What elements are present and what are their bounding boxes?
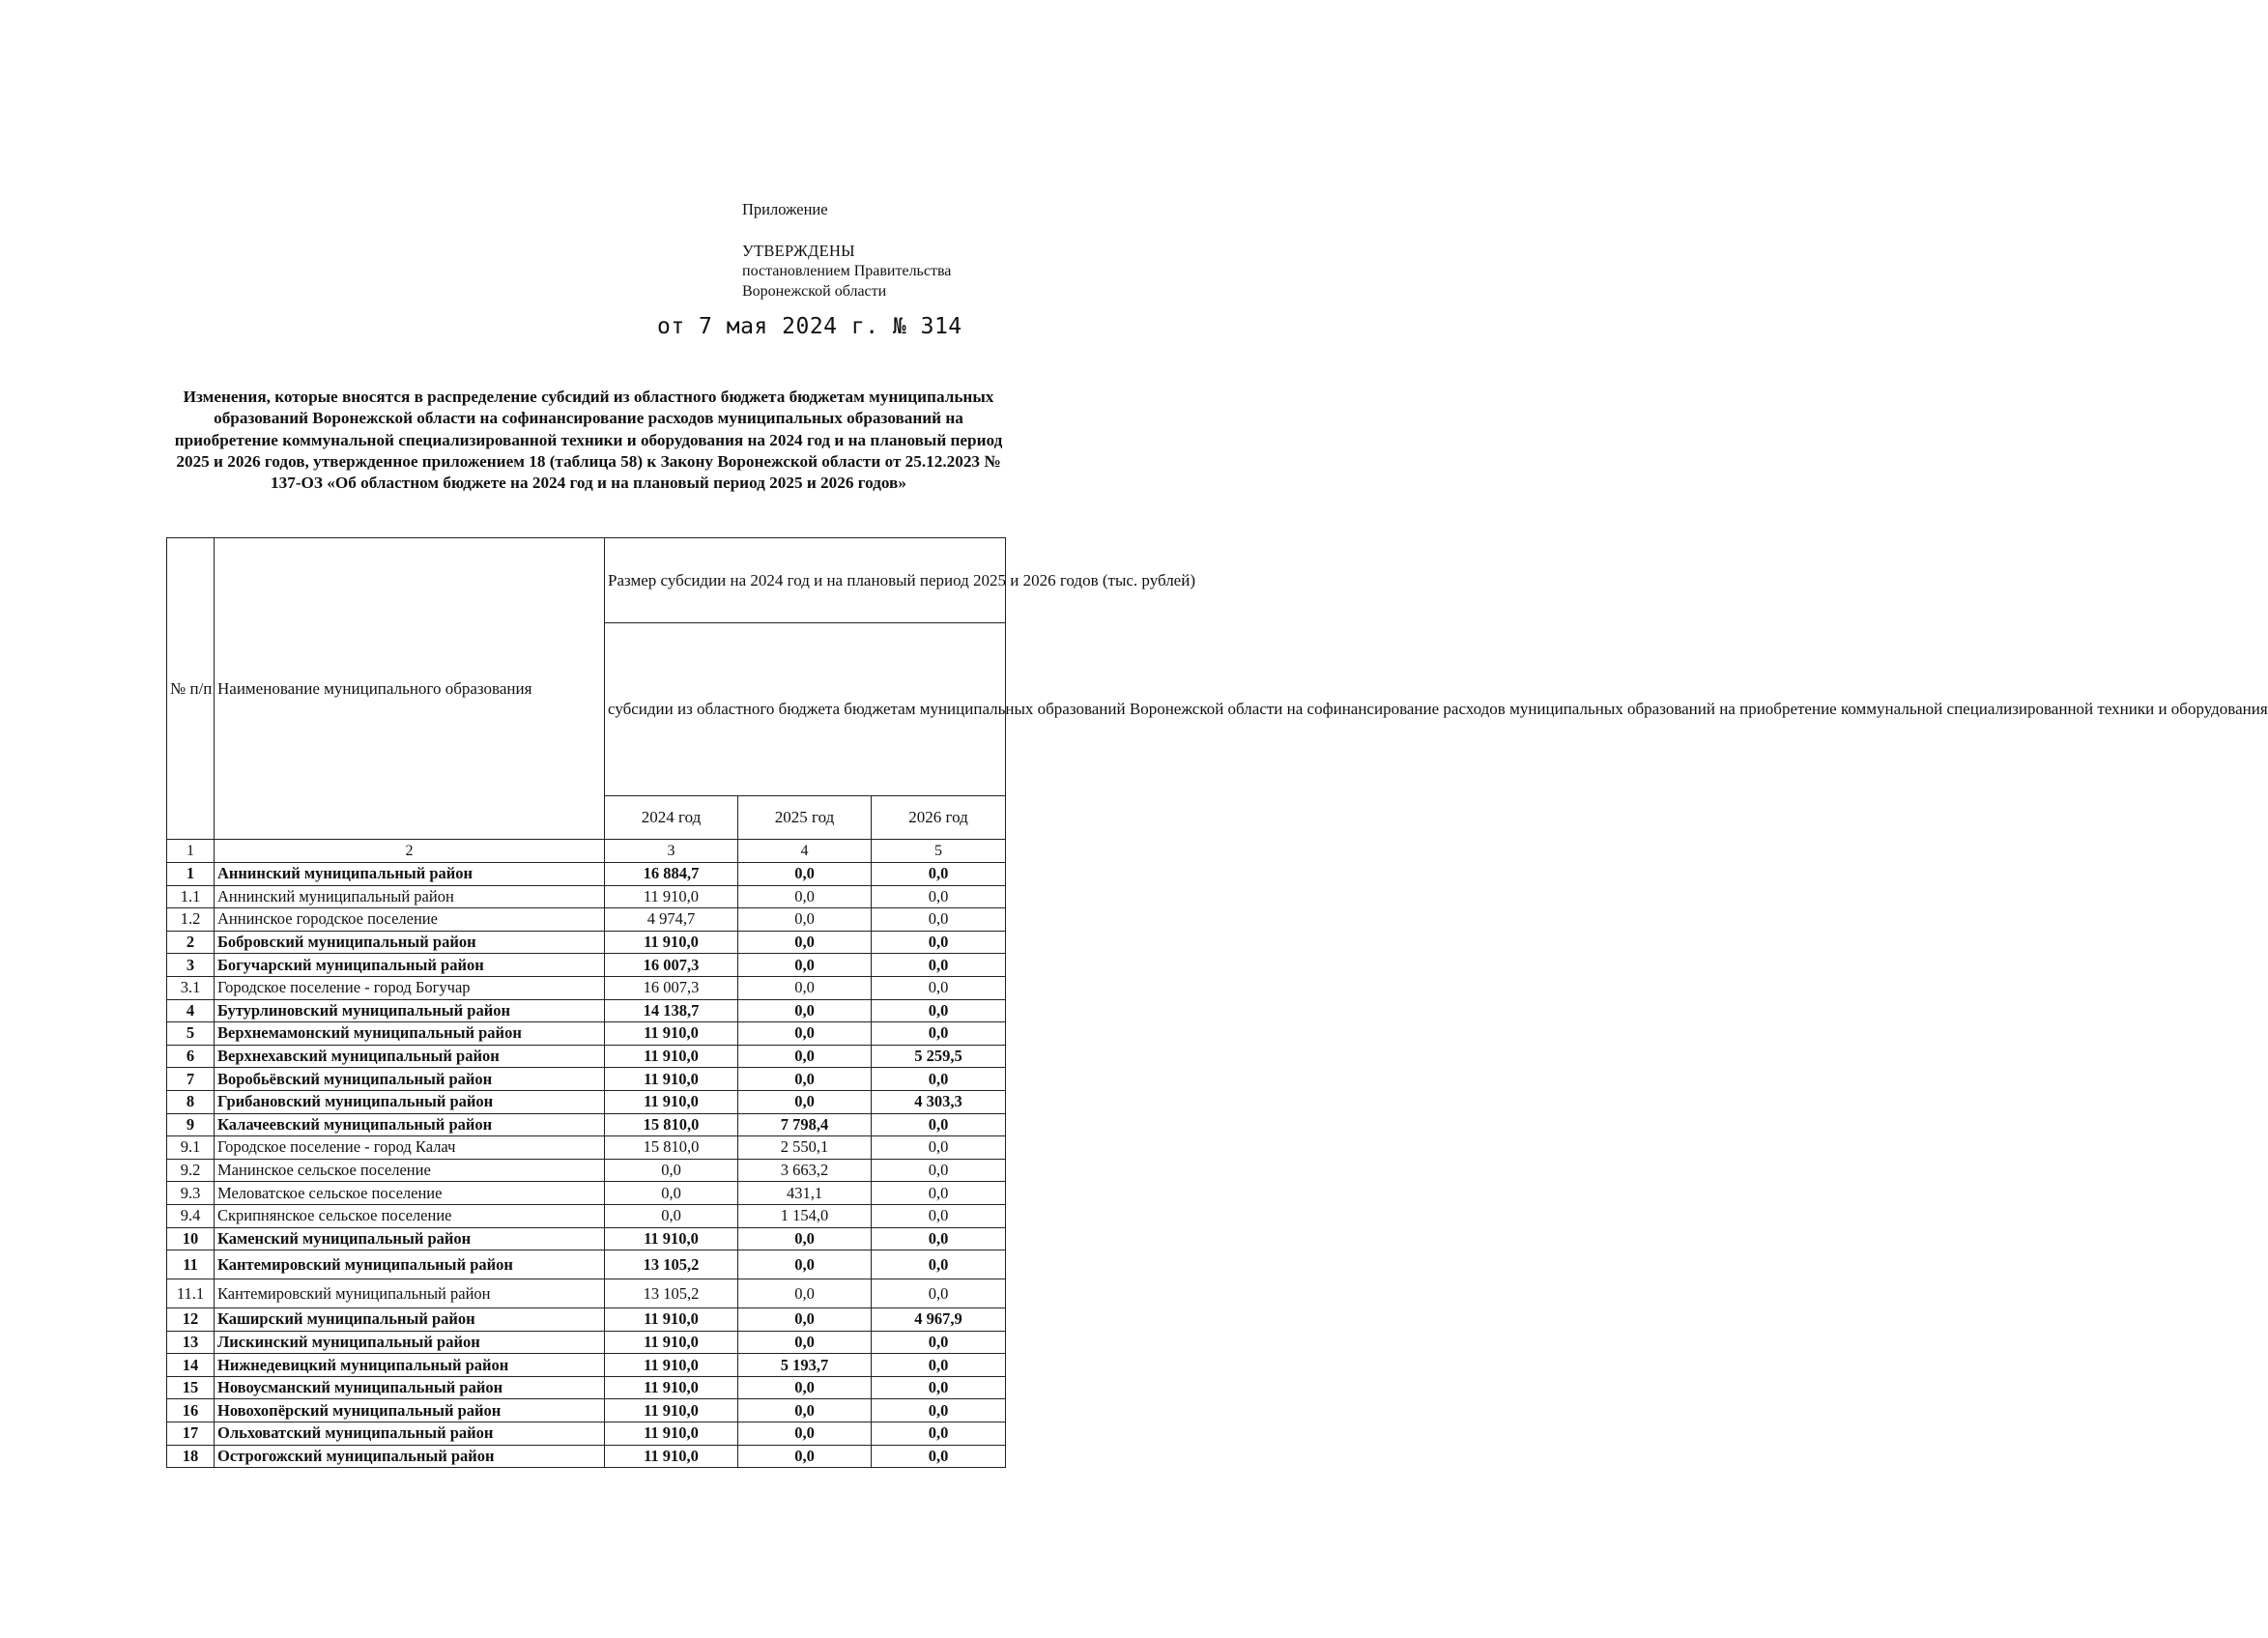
table-row bbox=[167, 908, 1006, 932]
value-2024: 11 910,0 bbox=[605, 1354, 738, 1377]
municipality-name: Меловатское сельское поселение bbox=[215, 1182, 605, 1205]
row-number: 3 bbox=[167, 954, 215, 977]
row-number: 8 bbox=[167, 1090, 215, 1113]
municipality-name: Верхнемамонский муниципальный район bbox=[215, 1022, 605, 1046]
value-2026: 0,0 bbox=[872, 1022, 1006, 1046]
value-2024: 0,0 bbox=[605, 1159, 738, 1182]
value-2026: 0,0 bbox=[872, 1159, 1006, 1182]
table-row bbox=[167, 1308, 1006, 1332]
value-2026: 0,0 bbox=[872, 1113, 1006, 1136]
row-number: 11 bbox=[167, 1250, 215, 1279]
value-2024: 15 810,0 bbox=[605, 1113, 738, 1136]
value-2026: 4 303,3 bbox=[872, 1090, 1006, 1113]
value-2024: 11 910,0 bbox=[605, 1376, 738, 1399]
value-2025: 2 550,1 bbox=[738, 1136, 872, 1160]
municipality-name: Скрипнянское сельское поселение bbox=[215, 1204, 605, 1227]
table-row bbox=[167, 885, 1006, 908]
value-2025: 0,0 bbox=[738, 1227, 872, 1250]
value-2025: 0,0 bbox=[738, 1376, 872, 1399]
value-2025: 0,0 bbox=[738, 1445, 872, 1468]
table-row bbox=[167, 976, 1006, 999]
value-2026: 0,0 bbox=[872, 1354, 1006, 1377]
table-row bbox=[167, 1159, 1006, 1182]
value-2025: 0,0 bbox=[738, 1279, 872, 1308]
table-row bbox=[167, 1182, 1006, 1205]
value-2025: 0,0 bbox=[738, 1045, 872, 1068]
municipality-name: Каширский муниципальный район bbox=[215, 1308, 605, 1332]
table-row bbox=[167, 1354, 1006, 1377]
column-number: 2 bbox=[215, 840, 605, 863]
approved-label: УТВЕРЖДЕНЫ bbox=[742, 242, 855, 260]
subsidy-table bbox=[166, 537, 2268, 1468]
municipality-name: Ольховатский муниципальный район bbox=[215, 1422, 605, 1446]
value-2025: 0,0 bbox=[738, 1068, 872, 1091]
value-2026: 0,0 bbox=[872, 1422, 1006, 1446]
municipality-name: Городское поселение - город Калач bbox=[215, 1136, 605, 1160]
municipality-name: Аннинское городское поселение bbox=[215, 908, 605, 932]
value-2025: 0,0 bbox=[738, 885, 872, 908]
header-year-2025: 2025 год bbox=[738, 796, 872, 840]
table-row bbox=[167, 1113, 1006, 1136]
row-number: 6 bbox=[167, 1045, 215, 1068]
value-2025: 7 798,4 bbox=[738, 1113, 872, 1136]
approved-by-line-2: Воронежской области bbox=[742, 283, 887, 300]
value-2024: 11 910,0 bbox=[605, 1090, 738, 1113]
value-2026: 0,0 bbox=[872, 1376, 1006, 1399]
table-row bbox=[167, 1022, 1006, 1046]
row-number: 4 bbox=[167, 999, 215, 1022]
table-row bbox=[167, 1279, 1006, 1308]
table-row bbox=[167, 1422, 1006, 1446]
value-2025: 0,0 bbox=[738, 1308, 872, 1332]
value-2026: 0,0 bbox=[872, 1227, 1006, 1250]
value-2025: 0,0 bbox=[738, 863, 872, 886]
row-number: 5 bbox=[167, 1022, 215, 1046]
value-2025: 0,0 bbox=[738, 1022, 872, 1046]
value-2026: 0,0 bbox=[872, 1182, 1006, 1205]
row-number: 12 bbox=[167, 1308, 215, 1332]
value-2025: 0,0 bbox=[738, 908, 872, 932]
value-2026: 0,0 bbox=[872, 1136, 1006, 1160]
row-number: 9.4 bbox=[167, 1204, 215, 1227]
row-number: 11.1 bbox=[167, 1279, 215, 1308]
row-number: 9.3 bbox=[167, 1182, 215, 1205]
row-number: 1 bbox=[167, 863, 215, 886]
value-2024: 0,0 bbox=[605, 1182, 738, 1205]
municipality-name: Лискинский муниципальный район bbox=[215, 1331, 605, 1354]
row-number: 2 bbox=[167, 931, 215, 954]
municipality-name: Новохопёрский муниципальный район bbox=[215, 1399, 605, 1422]
municipality-name: Кантемировский муниципальный район bbox=[215, 1279, 605, 1308]
municipality-name: Манинское сельское поселение bbox=[215, 1159, 605, 1182]
value-2026: 0,0 bbox=[872, 908, 1006, 932]
municipality-name: Городское поселение - город Богучар bbox=[215, 976, 605, 999]
table-row bbox=[167, 954, 1006, 977]
header-year-2024: 2024 год bbox=[605, 796, 738, 840]
value-2025: 0,0 bbox=[738, 999, 872, 1022]
value-2026: 0,0 bbox=[872, 976, 1006, 999]
appendix-label: Приложение bbox=[742, 200, 828, 218]
value-2026: 0,0 bbox=[872, 863, 1006, 886]
row-number: 9.1 bbox=[167, 1136, 215, 1160]
municipality-name: Новоусманский муниципальный район bbox=[215, 1376, 605, 1399]
header-num: № п/п bbox=[167, 538, 215, 840]
table-row bbox=[167, 1045, 1006, 1068]
value-2026: 0,0 bbox=[872, 1399, 1006, 1422]
approval-block bbox=[657, 199, 1032, 339]
document-reference: от 7 мая 2024 г. № 314 bbox=[657, 314, 962, 339]
municipality-name: Богучарский муниципальный район bbox=[215, 954, 605, 977]
header-size: Размер субсидии на 2024 год и на плановый период 2025 и 2026 годов (тыс. рублей) bbox=[605, 538, 1006, 623]
value-2024: 16 007,3 bbox=[605, 954, 738, 977]
value-2025: 0,0 bbox=[738, 1399, 872, 1422]
column-number: 5 bbox=[872, 840, 1006, 863]
value-2026: 0,0 bbox=[872, 1068, 1006, 1091]
municipality-name: Бобровский муниципальный район bbox=[215, 931, 605, 954]
table-row bbox=[167, 1445, 1006, 1468]
municipality-name: Верхнехавский муниципальный район bbox=[215, 1045, 605, 1068]
value-2026: 0,0 bbox=[872, 1279, 1006, 1308]
municipality-name: Каменский муниципальный район bbox=[215, 1227, 605, 1250]
value-2026: 0,0 bbox=[872, 1331, 1006, 1354]
value-2024: 16 884,7 bbox=[605, 863, 738, 886]
value-2024: 4 974,7 bbox=[605, 908, 738, 932]
value-2024: 11 910,0 bbox=[605, 931, 738, 954]
approved-by-line-1: постановлением Правительства bbox=[742, 263, 952, 279]
value-2024: 16 007,3 bbox=[605, 976, 738, 999]
municipality-name: Бутурлиновский муниципальный район bbox=[215, 999, 605, 1022]
value-2024: 14 138,7 bbox=[605, 999, 738, 1022]
municipality-name: Грибановский муниципальный район bbox=[215, 1090, 605, 1113]
value-2024: 11 910,0 bbox=[605, 1331, 738, 1354]
value-2024: 11 910,0 bbox=[605, 1068, 738, 1091]
table-row bbox=[167, 1331, 1006, 1354]
value-2026: 5 259,5 bbox=[872, 1045, 1006, 1068]
row-number: 1.1 bbox=[167, 885, 215, 908]
header-year-2026: 2026 год bbox=[872, 796, 1006, 840]
value-2025: 3 663,2 bbox=[738, 1159, 872, 1182]
value-2025: 0,0 bbox=[738, 1422, 872, 1446]
value-2026: 0,0 bbox=[872, 1250, 1006, 1279]
table-row bbox=[167, 1376, 1006, 1399]
value-2025: 5 193,7 bbox=[738, 1354, 872, 1377]
table-row bbox=[167, 1136, 1006, 1160]
row-number: 16 bbox=[167, 1399, 215, 1422]
row-number: 14 bbox=[167, 1354, 215, 1377]
value-2026: 0,0 bbox=[872, 885, 1006, 908]
row-number: 18 bbox=[167, 1445, 215, 1468]
value-2025: 0,0 bbox=[738, 976, 872, 999]
municipality-name: Кантемировский муниципальный район bbox=[215, 1250, 605, 1279]
value-2024: 0,0 bbox=[605, 1204, 738, 1227]
value-2025: 0,0 bbox=[738, 1250, 872, 1279]
row-number: 1.2 bbox=[167, 908, 215, 932]
value-2024: 11 910,0 bbox=[605, 1045, 738, 1068]
municipality-name: Воробьёвский муниципальный район bbox=[215, 1068, 605, 1091]
row-number: 7 bbox=[167, 1068, 215, 1091]
value-2025: 0,0 bbox=[738, 931, 872, 954]
table-row bbox=[167, 1227, 1006, 1250]
header-name: Наименование муниципального образования bbox=[215, 538, 605, 840]
value-2024: 11 910,0 bbox=[605, 1022, 738, 1046]
value-2024: 11 910,0 bbox=[605, 885, 738, 908]
municipality-name: Аннинский муниципальный район bbox=[215, 885, 605, 908]
value-2025: 0,0 bbox=[738, 1331, 872, 1354]
row-number: 9.2 bbox=[167, 1159, 215, 1182]
municipality-name: Острогожский муниципальный район bbox=[215, 1445, 605, 1468]
row-number: 17 bbox=[167, 1422, 215, 1446]
value-2024: 13 105,2 bbox=[605, 1279, 738, 1308]
value-2024: 11 910,0 bbox=[605, 1308, 738, 1332]
value-2026: 0,0 bbox=[872, 931, 1006, 954]
row-number: 15 bbox=[167, 1376, 215, 1399]
municipality-name: Нижнедевицкий муниципальный район bbox=[215, 1354, 605, 1377]
row-number: 13 bbox=[167, 1331, 215, 1354]
document-title: Изменения, которые вносятся в распределение субсидий из областного бюджета бюджетам муниципальных образований Воронежской области на софинансирование расходов муниципальных образований на приобретение коммунальной специализированной техники и оборудования на 2024 год и на плановый период 2025 и 2026 годов, утвержденное приложением 18 (таблица 58) к Закону Воронежской области от 25.12.2023 № 137-ОЗ «Об областном бюджете на 2024 год и на плановый период 2025 и 2026 годов» bbox=[174, 388, 1003, 493]
table-row bbox=[167, 999, 1006, 1022]
row-number: 3.1 bbox=[167, 976, 215, 999]
municipality-name: Аннинский муниципальный район bbox=[215, 863, 605, 886]
value-2024: 11 910,0 bbox=[605, 1422, 738, 1446]
value-2025: 0,0 bbox=[738, 954, 872, 977]
column-number: 3 bbox=[605, 840, 738, 863]
column-number: 1 bbox=[167, 840, 215, 863]
value-2025: 1 154,0 bbox=[738, 1204, 872, 1227]
table-row bbox=[167, 1250, 1006, 1279]
row-number: 10 bbox=[167, 1227, 215, 1250]
value-2024: 11 910,0 bbox=[605, 1445, 738, 1468]
value-2025: 431,1 bbox=[738, 1182, 872, 1205]
table-row bbox=[167, 1204, 1006, 1227]
table-row bbox=[167, 1399, 1006, 1422]
value-2026: 0,0 bbox=[872, 1204, 1006, 1227]
header-subsidy: субсидии из областного бюджета бюджетам муниципальных образований Воронежской области на софинансирование расходов муниципальных образований на приобретение коммунальной специализированной техники и оборудования bbox=[605, 623, 1006, 796]
value-2026: 0,0 bbox=[872, 999, 1006, 1022]
table-row bbox=[167, 863, 1006, 886]
table-row bbox=[167, 1090, 1006, 1113]
value-2024: 11 910,0 bbox=[605, 1227, 738, 1250]
value-2024: 13 105,2 bbox=[605, 1250, 738, 1279]
value-2024: 11 910,0 bbox=[605, 1399, 738, 1422]
table-row bbox=[167, 1068, 1006, 1091]
value-2025: 0,0 bbox=[738, 1090, 872, 1113]
municipality-name: Калачеевский муниципальный район bbox=[215, 1113, 605, 1136]
value-2024: 15 810,0 bbox=[605, 1136, 738, 1160]
value-2026: 0,0 bbox=[872, 1445, 1006, 1468]
row-number: 9 bbox=[167, 1113, 215, 1136]
value-2026: 4 967,9 bbox=[872, 1308, 1006, 1332]
value-2026: 0,0 bbox=[872, 954, 1006, 977]
table-row bbox=[167, 931, 1006, 954]
column-number: 4 bbox=[738, 840, 872, 863]
